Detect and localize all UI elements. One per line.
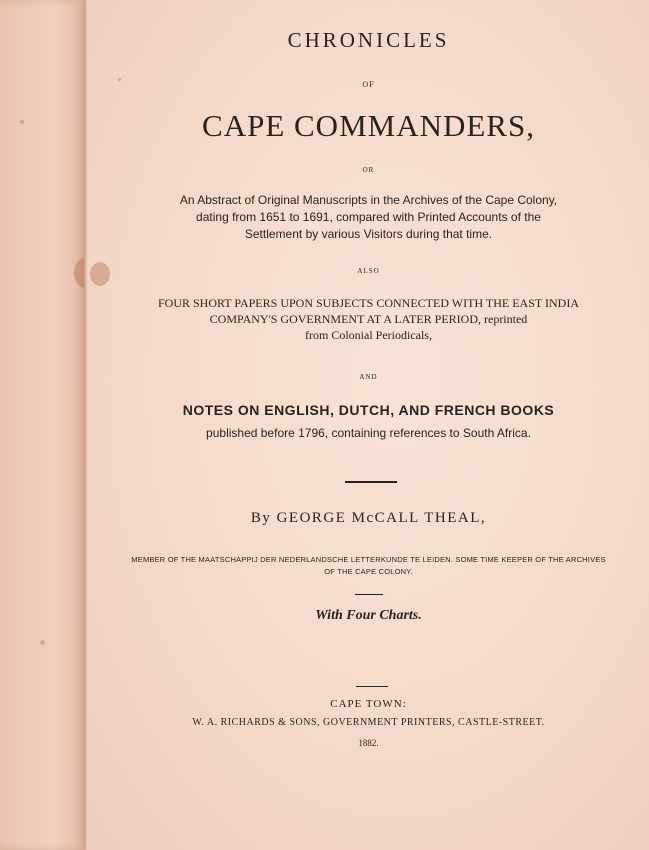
divider-rule: [345, 481, 397, 483]
abstract-paragraph: [88, 192, 649, 243]
and-connector: AND: [359, 373, 378, 381]
author-credentials: [88, 554, 649, 578]
place-of-publication: CAPE TOWN:: [330, 698, 407, 710]
published-line: published before 1796, containing references to South Africa.: [206, 426, 531, 440]
title-page: [88, 0, 649, 850]
charts-note: With Four Charts.: [315, 608, 422, 623]
title-line-1: CHRONICLES: [287, 28, 450, 52]
also-connector: ALSO: [357, 267, 380, 275]
abstract-line: dating from 1651 to 1691, compared with Printed Accounts of the: [196, 210, 541, 224]
credentials-line: OF THE CAPE COLONY.: [324, 567, 413, 576]
stain-mark: [20, 120, 24, 124]
abstract-line: Settlement by various Visitors during that time.: [244, 227, 493, 241]
publisher-line: W. A. RICHARDS & SONS, GOVERNMENT PRINTERS, CASTLE-STREET.: [192, 717, 545, 728]
or-connector: OR: [362, 166, 375, 174]
divider-rule: [356, 686, 388, 687]
notes-heading: NOTES ON ENGLISH, DUTCH, AND FRENCH BOOKS: [182, 402, 555, 418]
divider-rule: [355, 594, 383, 595]
title-line-2: CAPE COMMANDERS,: [202, 108, 535, 143]
papers-line: from Colonial Periodicals,: [305, 328, 432, 342]
publication-year: 1882.: [358, 738, 379, 748]
papers-line: COMPANY'S GOVERNMENT AT A LATER PERIOD, reprinted: [209, 312, 528, 326]
stain-mark: [40, 640, 45, 645]
left-page: [0, 0, 86, 850]
abstract-line: An Abstract of Original Manuscripts in the Archives of the Cape Colony,: [179, 193, 558, 207]
papers-paragraph: [88, 295, 649, 343]
author-line: By GEORGE McCALL THEAL,: [250, 510, 487, 526]
of-connector: OF: [362, 80, 375, 89]
papers-line: FOUR SHORT PAPERS UPON SUBJECTS CONNECTED WITH THE EAST INDIA: [157, 296, 579, 310]
credentials-line: MEMBER OF THE MAATSCHAPPIJ DER NEDERLANDSCHE LETTERKUNDE TE LEIDEN. SOME TIME KEEPER OF THE ARCHIVES: [131, 555, 606, 564]
